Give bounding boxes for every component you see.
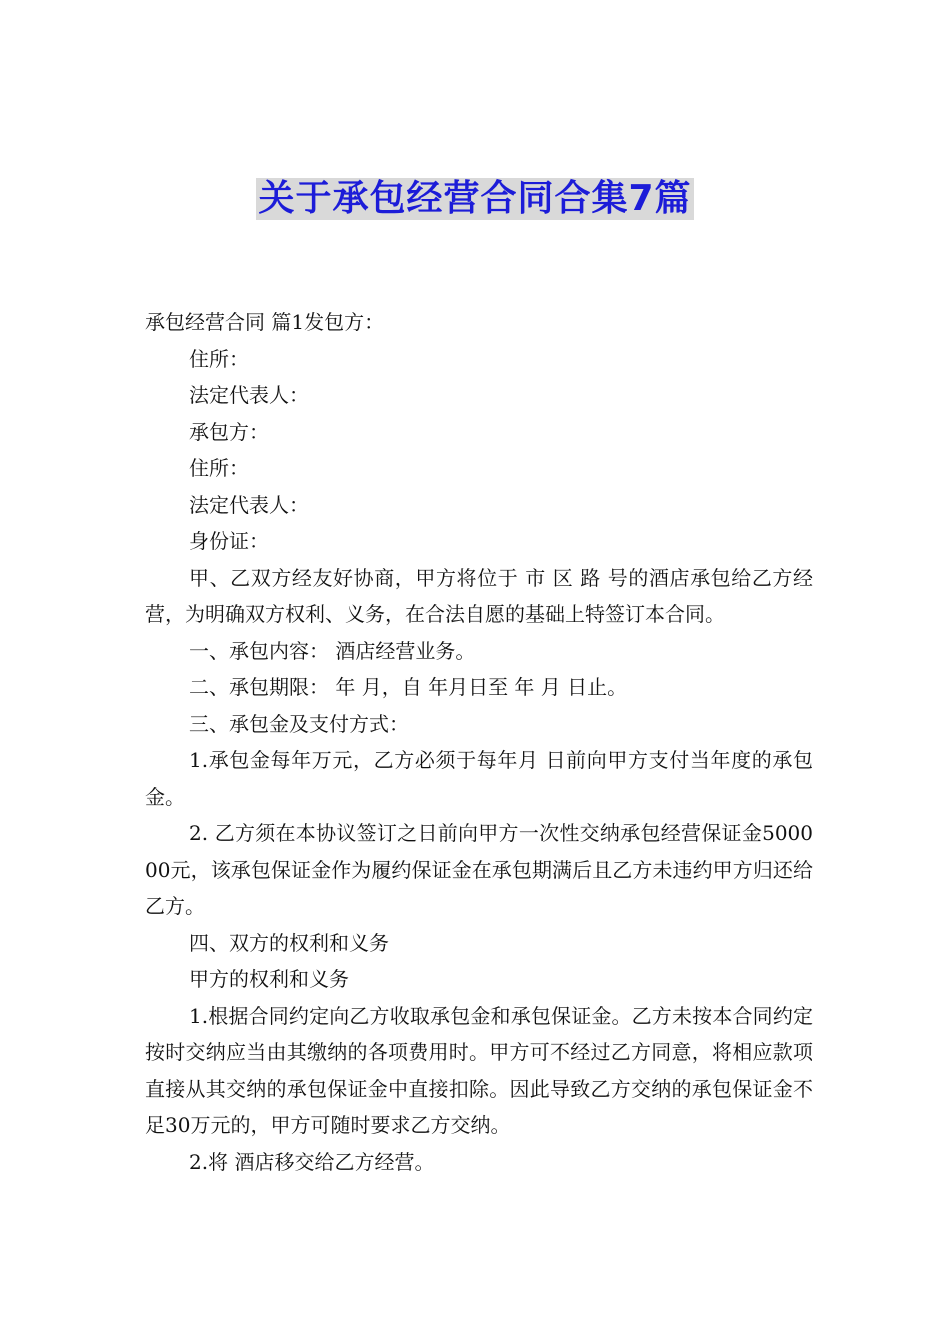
paragraph: 2. 乙方须在本协议签订之日前向甲方一次性交纳承包经营保证金500000元，该承包保证金作为履约保证金在承包期满后且乙方未违约甲方归还给乙方。: [145, 821, 813, 918]
paragraph: 住所：: [189, 346, 249, 371]
paragraph: 法定代表人：: [189, 383, 309, 407]
paragraph: 2.将 酒店移交给乙方经营。: [189, 1149, 435, 1174]
paragraph: 承包方：: [189, 419, 269, 444]
paragraph: 身份证：: [189, 529, 269, 553]
paragraph: 法定代表人：: [189, 492, 309, 517]
title-container: [0, 178, 950, 220]
paragraph: 承包经营合同 篇1发包方：: [145, 310, 385, 334]
paragraph: 1.承包金每年万元，乙方必须于每年月 日前向甲方支付当年度的承包金。: [145, 748, 813, 809]
document-title: 关于承包经营合同合集7篇: [258, 178, 692, 219]
paragraph: 住所：: [189, 456, 249, 480]
paragraph: 1.根据合同约定向乙方收取承包金和承包保证金。乙方未按本合同约定按时交纳应当由其缴纳的各项费用时。甲方可不经过乙方同意，将相应款项直接从其交纳的承包保证金中直接扣除。因此导致乙方交纳的承包保证金不足30万元的，甲方可随时要求乙方交纳。: [145, 1003, 813, 1137]
paragraph: 一、承包内容： 酒店经营业务。: [189, 638, 476, 663]
document-body: [145, 304, 813, 1180]
paragraph: 四、双方的权利和义务: [189, 930, 389, 955]
paragraph: 三、承包金及支付方式：: [189, 711, 409, 736]
paragraph: 甲、乙双方经友好协商，甲方将位于 市 区 路 号的酒店承包给乙方经营，为明确双方权利、义务，在合法自愿的基础上特签订本合同。: [145, 565, 813, 626]
paragraph: 甲方的权利和义务: [189, 967, 349, 991]
paragraph: 二、承包期限： 年 月，自 年月日至 年 月 日止。: [189, 675, 628, 699]
